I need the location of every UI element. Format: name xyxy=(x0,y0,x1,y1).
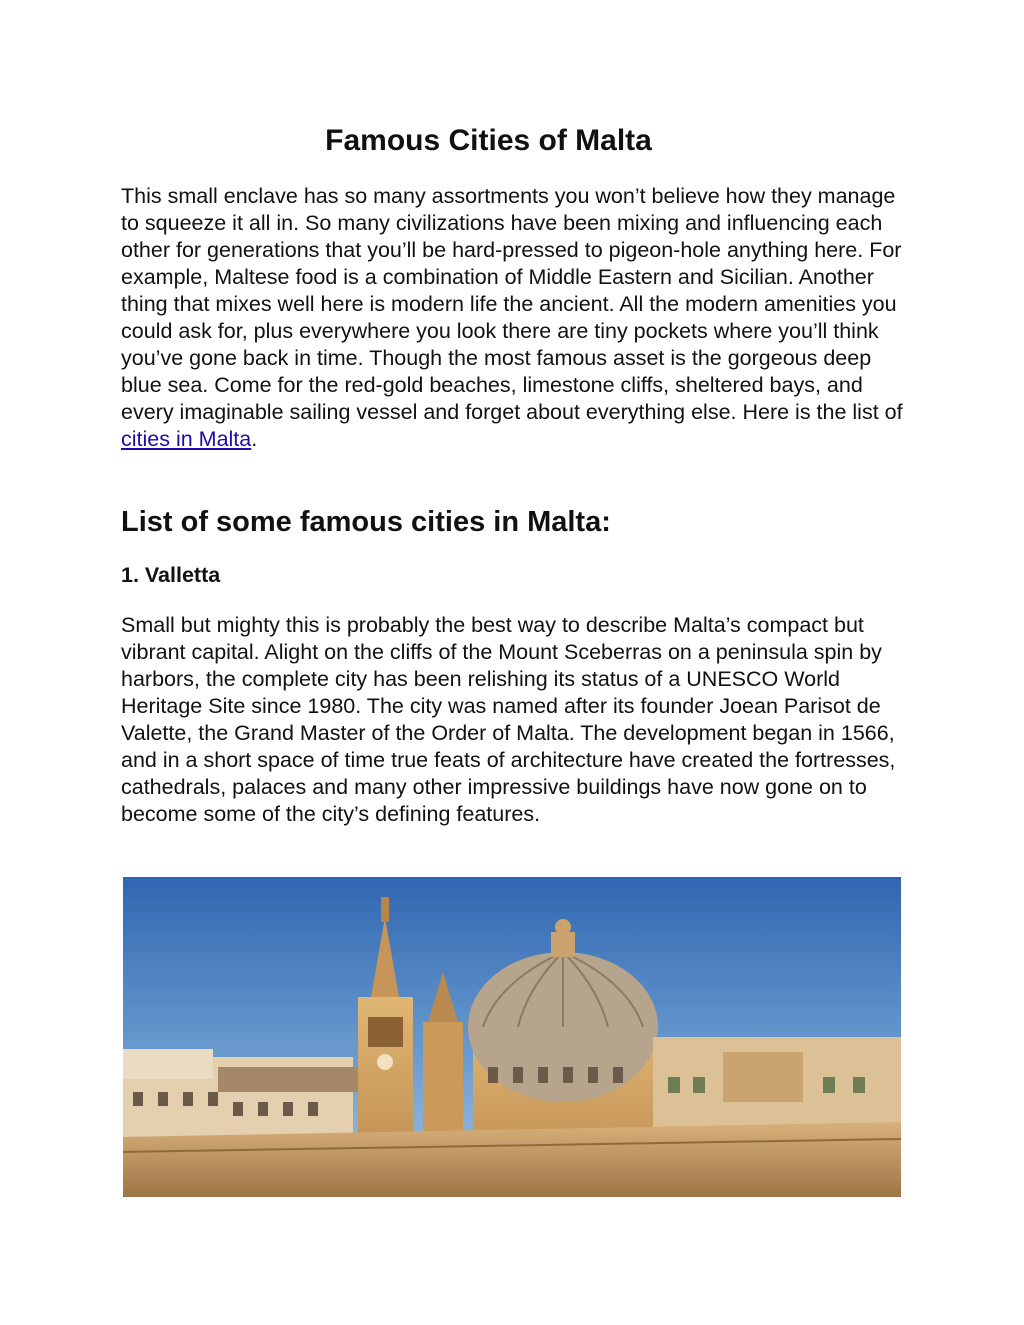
list-heading: List of some famous cities in Malta: xyxy=(121,506,611,538)
intro-period: . xyxy=(251,427,258,451)
valletta-skyline-photo xyxy=(123,877,901,1197)
cities-in-malta-link[interactable]: cities in Malta xyxy=(121,427,252,451)
page-title: Famous Cities of Malta xyxy=(325,124,652,157)
intro-text: This small enclave has so many assortments you won’t believe how they manage to squeeze it all in. So many civilizations have been mixing and influencing each other for generations that you’ll be hard-pressed to pigeon-hole anything here. For example, Maltese food is a combination of Middle Eastern and Sicilian. Another thing that mixes well here is modern life the ancient. All the modern amenities you could ask for, plus everywhere you look there are tiny pockets where you’ll think you’ve gone back in time. Though the most famous asset is the gorgeous deep blue sea. Come for the red-gold beaches, limestone cliffs, sheltered bays, and every imaginable sailing vessel and forget about everything else. Here is the list of xyxy=(121,184,903,424)
intro-paragraph xyxy=(121,183,911,453)
valletta-paragraph: Small but mighty this is probably the best way to describe Malta’s compact but vibrant capital. Alight on the cliffs of the Mount Sceberras on a peninsula spin by harbors, the complete city has been relishing its status of a UNESCO World Heritage Site since 1980. The city was named after its founder Joean Parisot de Valette, the Grand Master of the Order of Malta. The development began in 1566, and in a short space of time true feats of architecture have created the fortresses, cathedrals, palaces and many other impressive buildings have now gone on to become some of the city’s defining features. xyxy=(121,613,896,826)
valletta-heading: 1. Valletta xyxy=(121,563,221,587)
